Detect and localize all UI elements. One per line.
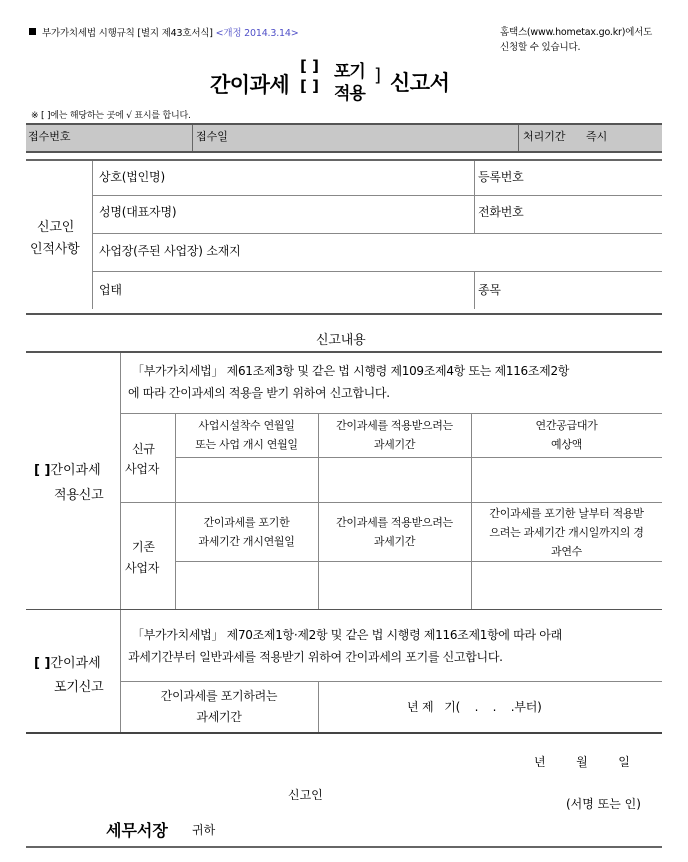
sign-or-seal-note[interactable]: (서명 또는 인) xyxy=(566,797,641,811)
business-address-field[interactable]: 사업장(주된 사업장) 소재지 xyxy=(99,244,241,258)
new-start-date-header: 사업시설착수 연월일 또는 사업 개시 연월일 xyxy=(195,419,298,451)
apply-section-label-2: 적용신고 xyxy=(54,488,104,503)
square-bullet-icon xyxy=(29,28,36,35)
online-notice-line2: 신청할 수 있습니다. xyxy=(500,42,581,53)
title-option-apply: 적용 xyxy=(334,84,365,104)
signature-date[interactable]: 년 월 일 xyxy=(534,755,630,769)
apply-text-line2: 에 따라 간이과세의 적용을 받기 위하여 신고합니다. xyxy=(128,386,390,400)
tax-office-head: 세무서장 xyxy=(106,821,168,840)
title-checkbox-1[interactable]: [ ] xyxy=(300,57,319,75)
title-checkbox-2[interactable]: [ ] xyxy=(300,77,319,95)
title-main: 간이과세 xyxy=(210,73,290,97)
receipt-bar xyxy=(26,123,662,153)
waive-text-line1: 「부가가치세법」 제70조제1항·제2항 및 같은 법 시행령 제116조제1항에 따라 아래 xyxy=(132,628,562,642)
processing-period-value: 즉시 xyxy=(586,130,608,143)
new-business-label-1: 신규 xyxy=(132,442,155,456)
business-type-field[interactable]: 업태 xyxy=(99,283,122,297)
online-notice-line1: 홈택스(www.hometax.go.kr)에서도 xyxy=(500,27,653,38)
content-section-title: 신고내용 xyxy=(316,333,366,348)
new-annual-supply-header: 연간공급대가 예상액 xyxy=(535,419,598,451)
representative-name-field[interactable]: 성명(대표자명) xyxy=(99,205,177,219)
existing-apply-period-header: 간이과세를 적용받으려는 과세기간 xyxy=(336,516,453,548)
online-notice xyxy=(500,25,652,55)
new-apply-period-header: 간이과세를 적용받으려는 과세기간 xyxy=(336,419,453,451)
applicant-signature-label: 신고인 xyxy=(288,788,323,802)
phone-number-field[interactable]: 전화번호 xyxy=(478,205,524,219)
waive-period-value[interactable]: 년 제 기( . . .부터) xyxy=(407,700,542,714)
processing-period-label: 처리기간 xyxy=(523,130,566,143)
new-business-label-2: 사업자 xyxy=(125,462,160,476)
title-bracket-close: ] xyxy=(374,65,382,86)
law-ref-text: 부가가치세법 시행규칙 [별지 제43호서식] xyxy=(42,28,213,39)
waive-section-label-2: 포기신고 xyxy=(54,680,104,695)
title-option-waive: 포기 xyxy=(334,62,365,82)
revision-date: <개정 2014.3.14> xyxy=(215,28,299,39)
waive-text-line2: 과세기간부터 일반과세를 적용받기 위하여 간이과세의 포기를 신고합니다. xyxy=(128,650,503,664)
apply-text-line1: 「부가가치세법」 제61조제3항 및 같은 법 시행령 제109조제4항 또는 제116조제2항 xyxy=(132,364,570,378)
existing-elapsed-years-header: 간이과세를 포기한 날부터 적용받 으려는 과세기간 개시일까지의 경 과연수 xyxy=(489,507,644,558)
existing-waive-date-header: 간이과세를 포기한 과세기간 개시연월일 xyxy=(198,516,295,548)
check-note: ※ [ ]에는 해당하는 곳에 √ 표시를 합니다. xyxy=(31,111,191,121)
law-reference xyxy=(29,25,298,39)
title-suffix: 신고서 xyxy=(390,71,450,95)
existing-business-label-2: 사업자 xyxy=(125,561,160,575)
waive-section-label-1[interactable]: [ ]간이과세 xyxy=(34,656,101,671)
applicant-section-label-2: 인적사항 xyxy=(30,242,80,257)
business-item-field[interactable]: 종목 xyxy=(478,283,501,297)
waive-period-label: 간이과세를 포기하려는 과세기간 xyxy=(160,689,278,724)
receipt-date-label: 접수일 xyxy=(196,130,228,143)
trade-name-field[interactable]: 상호(법인명) xyxy=(99,170,165,184)
registration-number-field[interactable]: 등록번호 xyxy=(478,170,524,184)
form-title xyxy=(0,57,688,103)
existing-business-label-1: 기존 xyxy=(132,540,155,554)
honorific: 귀하 xyxy=(192,823,216,837)
apply-section-label-1[interactable]: [ ]간이과세 xyxy=(34,463,101,478)
applicant-section-label-1: 신고인 xyxy=(37,220,75,235)
receipt-number-label: 접수번호 xyxy=(28,130,71,143)
